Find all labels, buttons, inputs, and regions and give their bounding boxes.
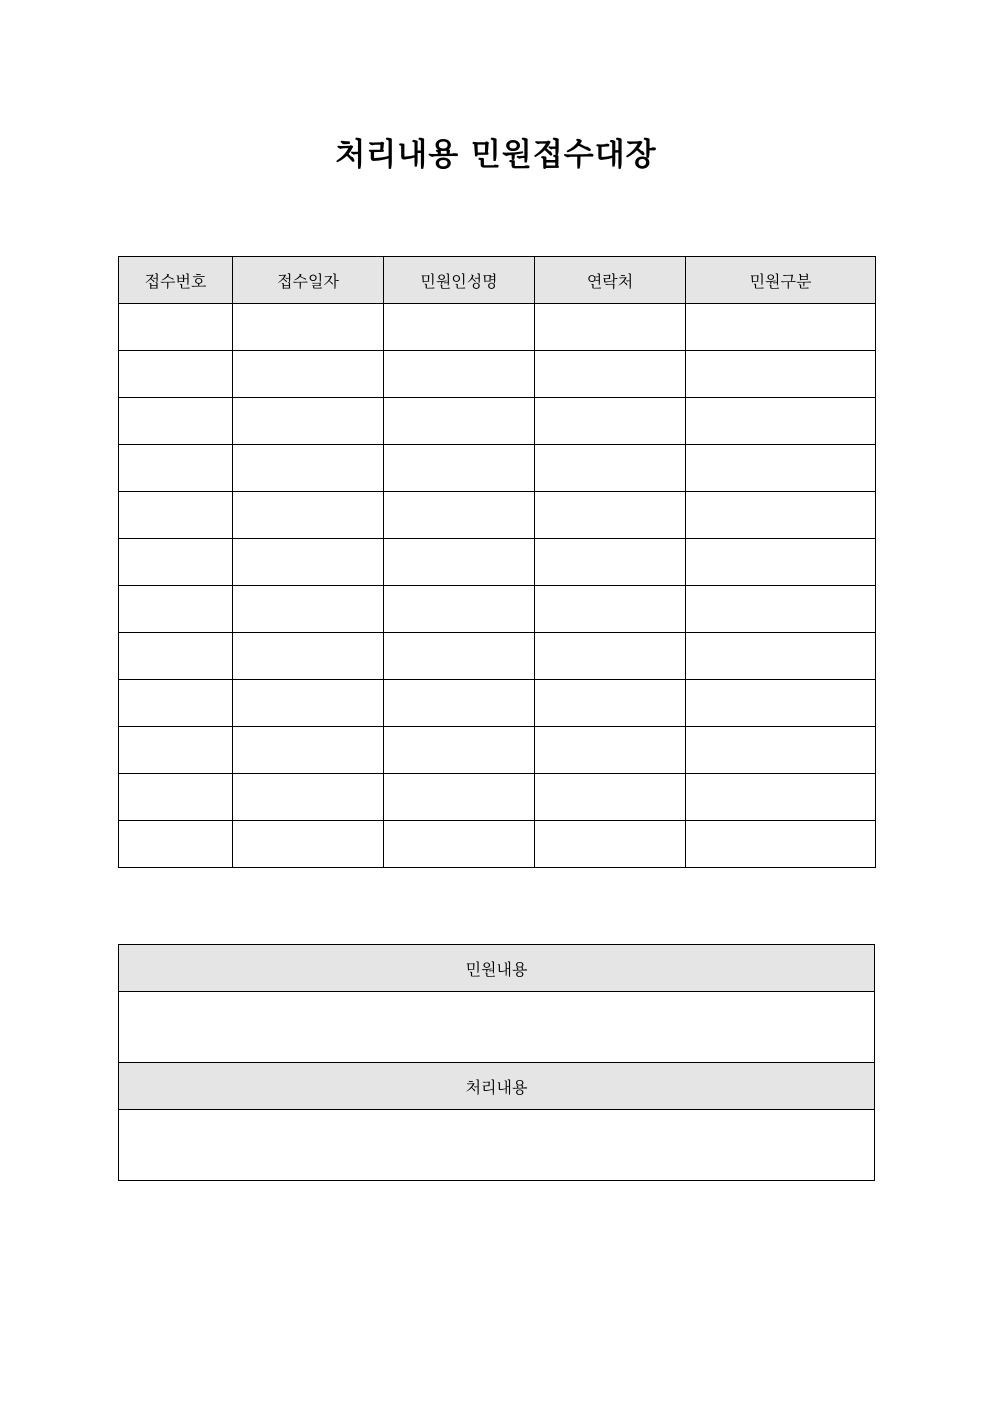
table-row: [119, 492, 876, 539]
processing-heading-row: [119, 1063, 875, 1110]
cell-applicant-name[interactable]: [384, 680, 535, 727]
table-row: [119, 351, 876, 398]
cell-receipt-number[interactable]: [119, 539, 233, 586]
cell-applicant-name[interactable]: [384, 351, 535, 398]
column-header-applicant-name: 민원인성명: [384, 257, 535, 304]
cell-receipt-date[interactable]: [233, 821, 384, 868]
table-row: [119, 774, 876, 821]
cell-contact[interactable]: [535, 774, 686, 821]
complaint-detail-table: [118, 944, 875, 1181]
cell-receipt-number[interactable]: [119, 445, 233, 492]
cell-contact[interactable]: [535, 586, 686, 633]
column-header-contact: 연락처: [535, 257, 686, 304]
cell-receipt-number[interactable]: [119, 680, 233, 727]
cell-receipt-date[interactable]: [233, 539, 384, 586]
cell-receipt-date[interactable]: [233, 727, 384, 774]
cell-complaint-type[interactable]: [686, 774, 876, 821]
table-row: [119, 727, 876, 774]
cell-applicant-name[interactable]: [384, 821, 535, 868]
table-row: [119, 398, 876, 445]
cell-contact[interactable]: [535, 727, 686, 774]
cell-receipt-number[interactable]: [119, 633, 233, 680]
column-header-receipt-number: 접수번호: [119, 257, 233, 304]
cell-complaint-type[interactable]: [686, 633, 876, 680]
table-row: [119, 445, 876, 492]
cell-contact[interactable]: [535, 398, 686, 445]
cell-complaint-type[interactable]: [686, 445, 876, 492]
cell-applicant-name[interactable]: [384, 304, 535, 351]
processing-content-cell[interactable]: [119, 1110, 875, 1181]
cell-contact[interactable]: [535, 680, 686, 727]
cell-receipt-number[interactable]: [119, 351, 233, 398]
table-row: [119, 680, 876, 727]
cell-receipt-date[interactable]: [233, 633, 384, 680]
table-row: [119, 304, 876, 351]
processing-content-row: [119, 1110, 875, 1181]
cell-applicant-name[interactable]: [384, 774, 535, 821]
cell-applicant-name[interactable]: [384, 727, 535, 774]
cell-complaint-type[interactable]: [686, 727, 876, 774]
cell-receipt-number[interactable]: [119, 398, 233, 445]
cell-complaint-type[interactable]: [686, 304, 876, 351]
register-body: [119, 304, 876, 868]
cell-receipt-date[interactable]: [233, 492, 384, 539]
processing-content-heading: 처리내용: [119, 1063, 875, 1110]
cell-receipt-number[interactable]: [119, 304, 233, 351]
table-row: [119, 821, 876, 868]
cell-complaint-type[interactable]: [686, 821, 876, 868]
cell-receipt-date[interactable]: [233, 774, 384, 821]
cell-applicant-name[interactable]: [384, 492, 535, 539]
cell-contact[interactable]: [535, 351, 686, 398]
cell-receipt-number[interactable]: [119, 774, 233, 821]
cell-receipt-date[interactable]: [233, 398, 384, 445]
cell-receipt-number[interactable]: [119, 492, 233, 539]
cell-contact[interactable]: [535, 633, 686, 680]
cell-receipt-date[interactable]: [233, 586, 384, 633]
register-header-row: [119, 257, 876, 304]
cell-applicant-name[interactable]: [384, 445, 535, 492]
cell-complaint-type[interactable]: [686, 680, 876, 727]
cell-receipt-date[interactable]: [233, 351, 384, 398]
cell-complaint-type[interactable]: [686, 539, 876, 586]
column-header-complaint-type: 민원구분: [686, 257, 876, 304]
document-title: 처리내용 민원접수대장: [335, 137, 657, 173]
cell-receipt-date[interactable]: [233, 680, 384, 727]
complaint-content-cell[interactable]: [119, 992, 875, 1063]
cell-receipt-date[interactable]: [233, 304, 384, 351]
cell-receipt-number[interactable]: [119, 727, 233, 774]
complaint-register-table: [118, 256, 876, 868]
cell-contact[interactable]: [535, 539, 686, 586]
cell-applicant-name[interactable]: [384, 539, 535, 586]
table-row: [119, 586, 876, 633]
complaint-content-heading: 민원내용: [119, 945, 875, 992]
cell-complaint-type[interactable]: [686, 351, 876, 398]
cell-applicant-name[interactable]: [384, 633, 535, 680]
cell-contact[interactable]: [535, 492, 686, 539]
complaint-content-row: [119, 992, 875, 1063]
cell-complaint-type[interactable]: [686, 398, 876, 445]
table-row: [119, 539, 876, 586]
cell-complaint-type[interactable]: [686, 492, 876, 539]
complaint-heading-row: [119, 945, 875, 992]
cell-receipt-number[interactable]: [119, 586, 233, 633]
cell-receipt-number[interactable]: [119, 821, 233, 868]
cell-applicant-name[interactable]: [384, 398, 535, 445]
cell-receipt-date[interactable]: [233, 445, 384, 492]
cell-contact[interactable]: [535, 821, 686, 868]
cell-applicant-name[interactable]: [384, 586, 535, 633]
column-header-receipt-date: 접수일자: [233, 257, 384, 304]
table-row: [119, 633, 876, 680]
cell-contact[interactable]: [535, 304, 686, 351]
cell-complaint-type[interactable]: [686, 586, 876, 633]
cell-contact[interactable]: [535, 445, 686, 492]
